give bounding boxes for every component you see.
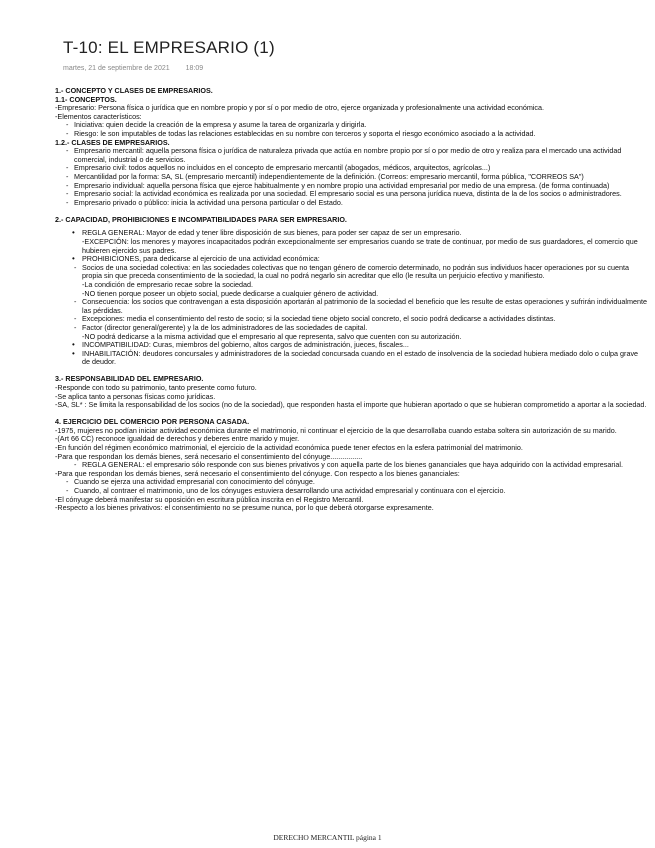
section-2-heading: 2.- CAPACIDAD, PROHIBICIONES E INCOMPATIBILIDADES PARA SER EMPRESARIO.: [55, 214, 347, 224]
page-footer: DERECHO MERCANTIL página 1: [273, 833, 382, 842]
incompat-list: [55, 341, 647, 367]
page-content: [55, 87, 647, 513]
list-item: - Empresario social: la actividad económica es realizada por una sociedad. El empresario social es una persona jurídica nueva, distinta de la de los socios o administradores.: [55, 190, 647, 199]
casada-line: -Respecto a los bienes privativos: el consentimiento no se presume nunca, por lo que deberá otorgarse expresamente.: [55, 503, 434, 513]
list-item: - Empresario individual: aquella persona física que ejerce habitualmente y en nombre propio una actividad empresarial por medio de una empresa. (de forma continuada): [55, 182, 647, 191]
casada-line: -Para que respondan los demás bienes, será necesario el consentimiento del cónyuge................: [55, 451, 363, 461]
capacidad-list: [55, 229, 647, 263]
list-item: - Cuando se ejerza una actividad empresarial con conocimiento del cónyuge.: [55, 478, 647, 487]
list-item: - Cuando, al contraer el matrimonio, uno de los cónyuges estuviera desarrollando una actividad empresarial y continuara con el ejercicio.: [55, 487, 647, 496]
casada-line: -(Art 66 CC) reconoce igualdad de derechos y deberes entre marido y mujer.: [55, 434, 300, 444]
prohibiciones-text: PROHIBICIONES, para dedicarse al ejercicio de una actividad económica:: [82, 254, 320, 264]
excepcion-text: -EXCEPCIÓN: los menores y mayores incapacitados podrán excepcionalmente ser empresarios cuando se trate de continuar, por medio de sus guardadores, el comercio que hubieren ejercido sus padres.: [82, 237, 638, 255]
list-item: - Excepciones: media el consentimiento del resto de socio; si la sociedad tiene objeto social concreto, el socio podrá dedicarse a actividades distintas.: [55, 315, 647, 324]
list-item: [55, 264, 647, 298]
list-item: - Empresario privado o público: inicia la actividad una persona particular o del Estado.: [55, 199, 647, 208]
page-date: martes, 21 de septiembre de 2021: [63, 65, 170, 72]
section-4-heading: 4. EJERCICIO DEL COMERCIO POR PERSONA CASADA.: [55, 417, 250, 427]
list-item: - Empresario mercantil: aquella persona física o jurídica de naturaleza privada que actúa en nombre propio por sí o por medio de otro y realiza para el mercado una actividad comercial, industrial o de servicios.: [55, 147, 647, 164]
page-time: 18:09: [185, 65, 204, 72]
no-podra-text: -NO podrá dedicarse a la misma actividad que el empresario al que representa, salvo que cuenten con su autorización.: [82, 331, 462, 341]
gananciales-list: [55, 478, 647, 495]
casada-line: -En función del régimen económico matrimonial, el ejercicio de la actividad económica puede tener efectos en la esfera patrimonial del matrimonio.: [55, 443, 523, 453]
regla-general-list: [55, 461, 647, 470]
page-title: T-10: EL EMPRESARIO (1): [63, 38, 275, 57]
list-item: - Empresario civil: todos aquellos no incluidos en el concepto de empresario mercantil (abogados, médicos, arquitectos, agrícolas...): [55, 164, 647, 173]
socios-colectiva-text: Socios de una sociedad colectiva: en las sociedades colectivas que no tengan género de comercio determinado, no podrán sus individuos hacer operaciones por su cuenta propia sin que preceda consentimiento de la sociedad, la cual no podrá negarlo sin acreditar que ello (le resulta un perjuicio efectivo y manifiesto.: [82, 262, 629, 281]
no-tienen-text: -NO tienen porque poseer un objeto social, puede dedicarse a cualquier género de actividad.: [82, 288, 379, 298]
section-3-heading: 3.- RESPONSABILIDAD DEL EMPRESARIO.: [55, 374, 204, 384]
page-meta: [63, 65, 203, 72]
condicion-text: -La condición de empresario recae sobre la sociedad.: [82, 279, 254, 289]
section-1-heading: 1.- CONCEPTO Y CLASES DE EMPRESARIOS.: [55, 86, 213, 95]
list-item: - Consecuencia: los socios que contravengan a esta disposición aportarán al patrimonio de la sociedad el beneficio que les resulte de estas operaciones y sufrirán individualmente las pérdidas.: [55, 298, 647, 315]
casada-line: -El cónyuge deberá manifestar su oposición en escritura pública inscrita en el Registro Mercantil.: [55, 494, 364, 504]
clases-list: [55, 147, 647, 207]
section-1-1-heading: 1.1- CONCEPTOS.: [55, 94, 117, 104]
elementos-label: -Elementos característicos:: [55, 111, 142, 121]
responsabilidad-line: -Responde con todo su patrimonio, tanto presente como futuro.: [55, 383, 257, 392]
empresario-definition: -Empresario: Persona física o jurídica que en nombre propio y por sí o por medio de otro, ejerce organizada y profesionalmente una actividad económica.: [55, 103, 545, 113]
section-1-2-heading: 1.2.- CLASES DE EMPRESARIOS.: [55, 137, 170, 147]
list-item: • INCOMPATIBILIDAD: Curas, miembros del gobierno, altos cargos de administración, jueces, fiscales...: [55, 341, 647, 350]
list-item: [55, 229, 647, 255]
elementos-list: [55, 121, 647, 138]
casada-line: -1975, mujeres no podían iniciar actividad económica durante el matrimonio, ni continuar el ejercicio de la que desarrollaba cuando estaba soltera sin autorización de su marido.: [55, 425, 617, 435]
prohibiciones-list: [55, 264, 647, 341]
list-item: - Iniciativa: quien decide la creación de la empresa y asume la tarea de organizarla y dirigirla.: [55, 121, 647, 130]
list-item: - Riesgo: le son imputables de todas las relaciones establecidas en su nombre con terceros y soporta el riesgo económico asociado a la actividad.: [55, 130, 647, 139]
casada-line: -Para que respondan los demás bienes, será necesario el consentimiento del cónyuge. Con respecto a los bienes gananciales:: [55, 468, 460, 478]
list-item: • INHABILITACIÓN: deudores concursales y administradores de la sociedad concursada cuando en el estado de insolvencia de la sociedad hubiera mediado dolo o culpa grave de deudor.: [55, 350, 647, 367]
responsabilidad-line: -Se aplica tanto a personas físicas como jurídicas.: [55, 391, 216, 401]
list-item: - Mercantilidad por la forma: SA, SL (empresario mercantil) independientemente de la definición. (Correos: empresario mercantil, forma pública, "CORREOS SA"): [55, 173, 647, 182]
regla-general-text: REGLA GENERAL: Mayor de edad y tener libre disposición de sus bienes, para poder ser capaz de ser un empresario.: [82, 228, 462, 238]
responsabilidad-line: -SA, SL* : Se limita la responsabilidad de los socios (no de la sociedad), que responden hasta el importe que hubieran aportado o que se hubieran comprometido a aportar a la sociedad.: [55, 400, 647, 410]
factor-text: Factor (director general/gerente) y la de los administradores de las sociedades de capital.: [82, 322, 368, 332]
list-item: [55, 324, 647, 341]
list-item: - REGLA GENERAL: el empresario sólo responde con sus bienes privativos y con aquella parte de los bienes gananciales que haya adquirido con la actividad empresarial.: [55, 461, 647, 470]
